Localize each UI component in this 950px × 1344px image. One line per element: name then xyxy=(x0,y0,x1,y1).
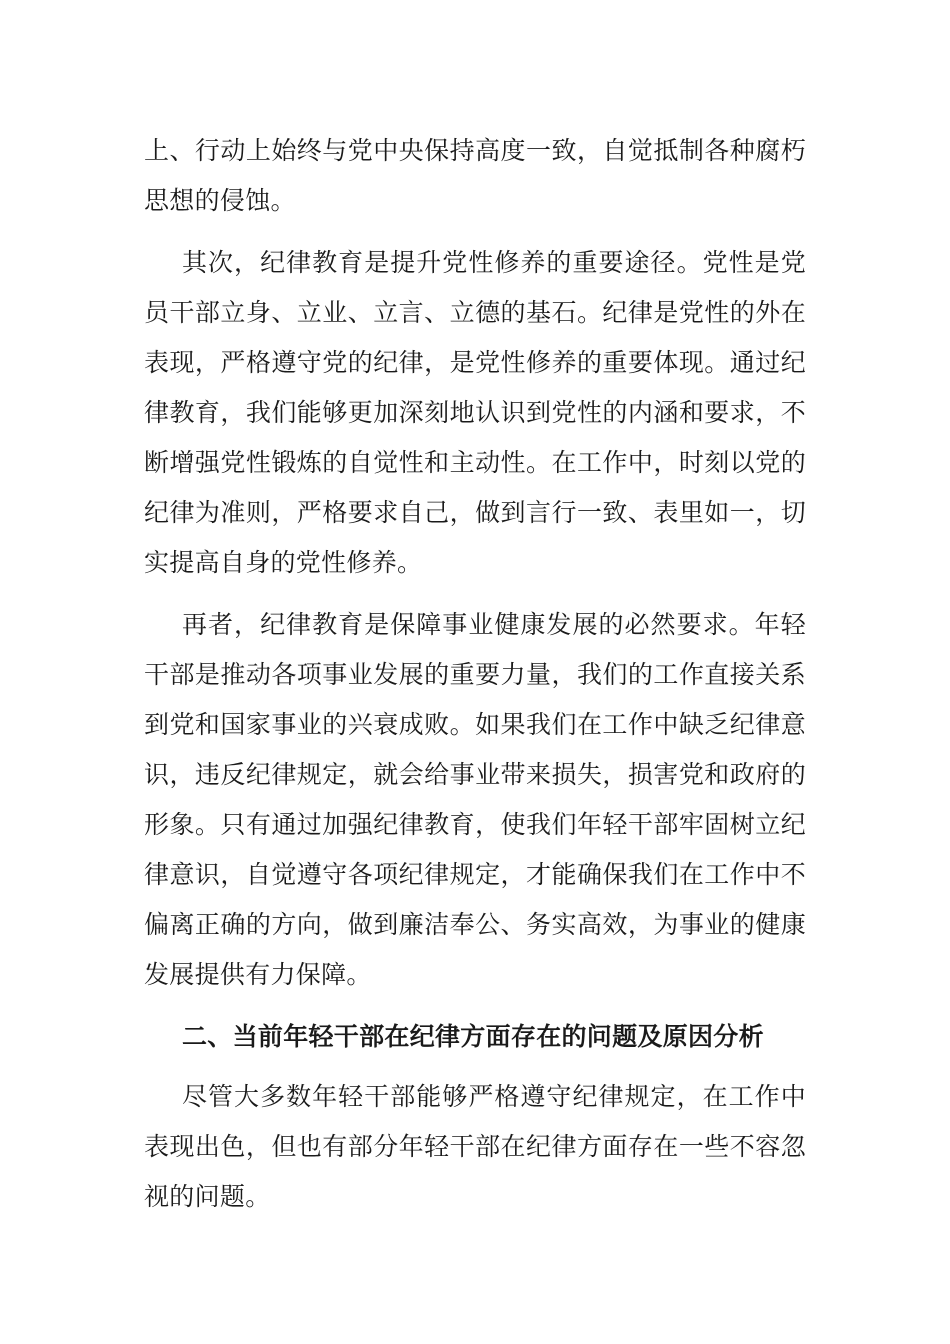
document-page xyxy=(144,126,806,1222)
section-heading: 二、当前年轻干部在纪律方面存在的问题及原因分析 xyxy=(182,1022,764,1051)
paragraph-problems-intro: 尽管大多数年轻干部能够严格遵守纪律规定，在工作中表现出色，但也有部分年轻干部在纪律方面存在一些不容忽视的问题。 xyxy=(144,1082,806,1211)
paragraph-continuation: 上、行动上始终与党中央保持高度一致，自觉抵制各种腐朽思想的侵蚀。 xyxy=(144,136,806,215)
paragraph-career-development: 再者，纪律教育是保障事业健康发展的必然要求。年轻干部是推动各项事业发展的重要力量，我们的工作直接关系到党和国家事业的兴衰成败。如果我们在工作中缺乏纪律意识，违反纪律规定，就会给事业带来损失，损害党和政府的形象。只有通过加强纪律教育，使我们年轻干部牢固树立纪律意识，自觉遵守各项纪律规定，才能确保我们在工作中不偏离正确的方向，做到廉洁奉公、务实高效，为事业的健康发展提供有力保障。 xyxy=(144,610,806,989)
paragraph-party-spirit: 其次，纪律教育是提升党性修养的重要途径。党性是党员干部立身、立业、立言、立德的基石。纪律是党性的外在表现，严格遵守党的纪律，是党性修养的重要体现。通过纪律教育，我们能够更加深刻地认识到党性的内涵和要求，不断增强党性锻炼的自觉性和主动性。在工作中，时刻以党的纪律为准则，严格要求自己，做到言行一致、表里如一，切实提高自身的党性修养。 xyxy=(144,248,806,577)
